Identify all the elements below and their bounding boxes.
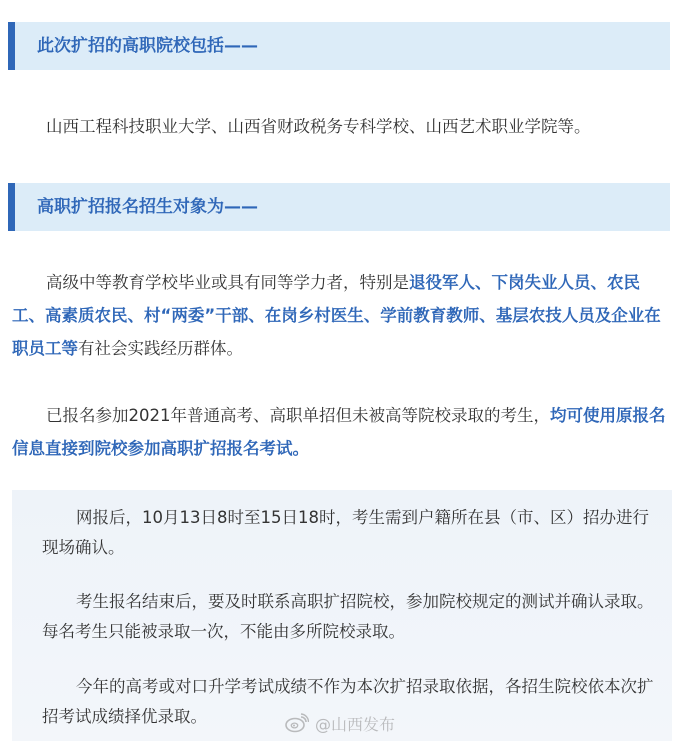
notice-admission-contact: 考生报名结束后，要及时联系高职扩招院校，参加院校规定的测试并确认录取。每名考生只能被录取一次，不能由多所院校录取。 (42, 592, 654, 641)
registered-paragraph (12, 399, 672, 465)
registered-highlight-text: 均可使用原报名信息直接到院校参加高职扩招报名考试。 (12, 406, 666, 458)
section-title-applicants: 高职扩招报名招生对象为—— (37, 197, 258, 217)
watermark-text: @山西发布 (315, 714, 396, 734)
section-header-colleges (8, 22, 670, 70)
applicants-lead-text: 高级中等教育学校毕业或具有同等学力者，特别是 (46, 273, 409, 292)
notice-box (12, 490, 672, 741)
colleges-paragraph: 山西工程科技职业大学、山西省财政税务专科学校、山西艺术职业学院等。 (46, 117, 591, 136)
applicants-tail-text: 有社会实践经历群体。 (78, 339, 243, 358)
applicants-paragraph (12, 266, 672, 365)
section-header-applicants (8, 183, 670, 231)
weibo-logo-icon (285, 713, 309, 733)
registered-lead-text: 已报名参加2021年普通高考、高职单招但未被高等院校录取的考生， (46, 406, 550, 425)
section-title-colleges: 此次扩招的高职院校包括—— (37, 36, 258, 56)
notice-score-basis: 今年的高考或对口升学考试成绩不作为本次扩招录取依据，各招生院校依本次扩招考试成绩择优录取。 (42, 677, 654, 726)
watermark (285, 708, 395, 738)
notice-confirmation: 网报后，10月13日8时至15日18时，考生需到户籍所在县（市、区）招办进行现场确认。 (42, 508, 649, 557)
applicants-highlight-text: 退役军人、下岗失业人员、农民工、高素质农民、村“两委”干部、在岗乡村医生、学前教育教师、基层农技人员及企业在职员工等 (12, 273, 661, 358)
